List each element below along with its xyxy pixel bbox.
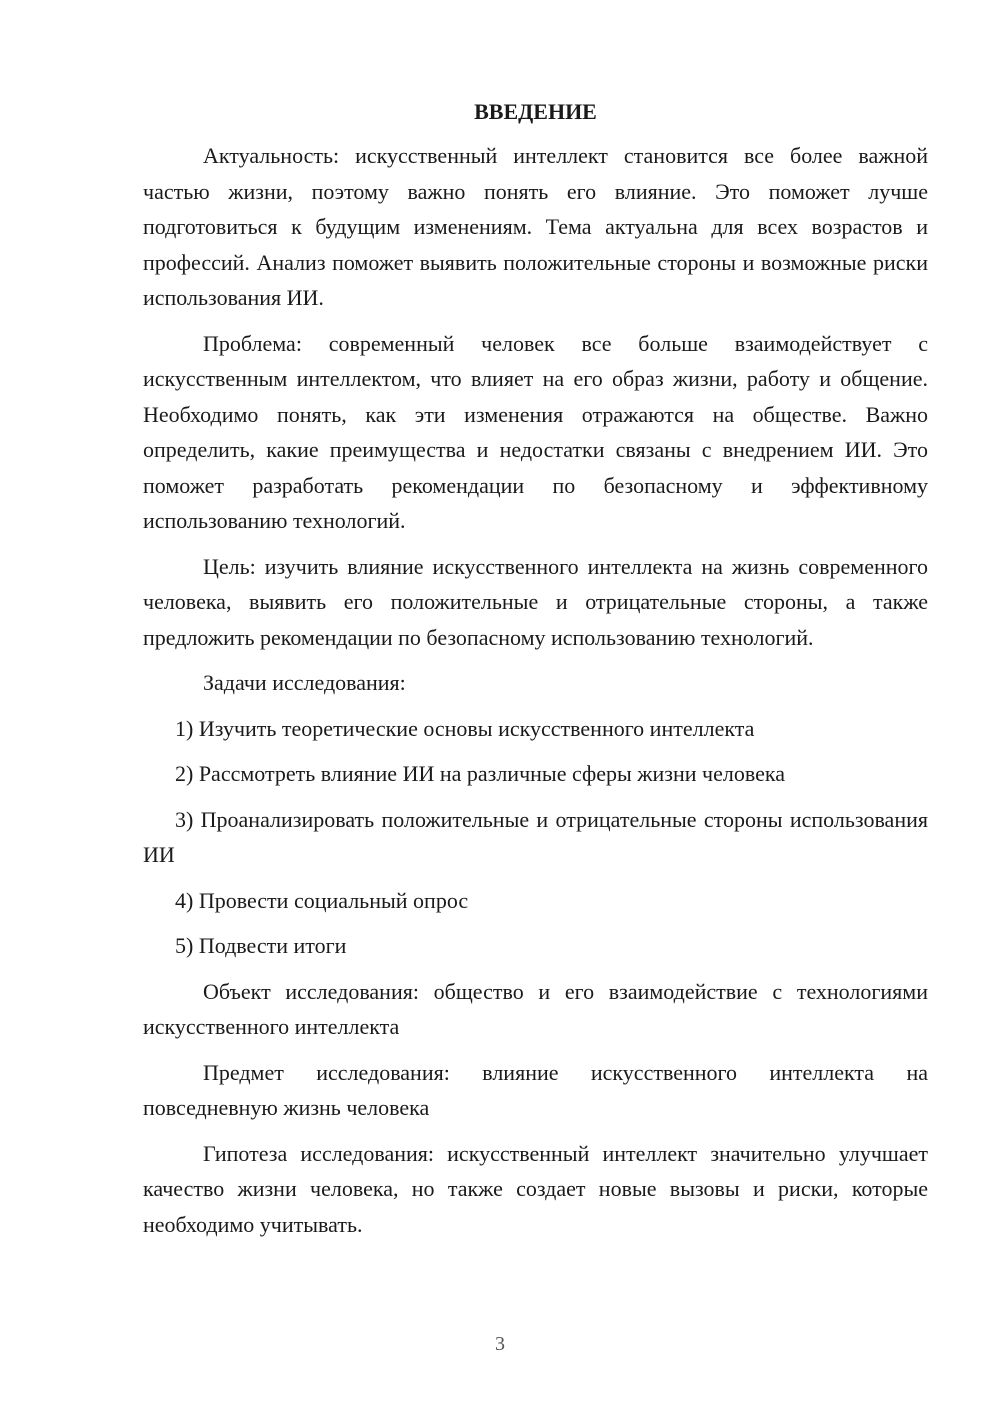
page-number: 3 xyxy=(495,1333,505,1355)
task-item-5: 5) Подвести итоги xyxy=(175,933,347,958)
task-item-2: 2) Рассмотреть влияние ИИ на различные сферы жизни человека xyxy=(175,761,785,786)
task-item-1: 1) Изучить теоретические основы искусственного интеллекта xyxy=(175,715,755,741)
goal-paragraph: Цель: изучить влияние искусственного интеллекта на жизнь современного человека, выявить его положительные и отрицательные стороны, а также предложить рекомендации по безопасному использованию технологий. xyxy=(143,553,928,650)
page-content xyxy=(143,96,928,1252)
task-item-3: 3) Проанализировать положительные и отрицательные стороны использования ИИ xyxy=(143,806,928,867)
problem-paragraph: Проблема: современный человек все больше взаимодействует с искусственным интеллектом, что влияет на его образ жизни, работу и общение. Необходимо понять, как эти изменения отражаются на обществе. Важно определить, какие преимущества и недостатки связаны с внедрением ИИ. Это поможет разработать рекомендации по безопасному и эффективному использованию технологий. xyxy=(143,330,928,533)
tasks-heading: Задачи исследования: xyxy=(203,670,406,695)
hypothesis-paragraph: Гипотеза исследования: искусственный интеллект значительно улучшает качество жизни человека, но также создает новые вызовы и риски, которые необходимо учитывать. xyxy=(143,1140,928,1237)
object-paragraph: Объект исследования: общество и его взаимодействие с технологиями искусственного интеллекта xyxy=(143,978,928,1039)
task-item-4: 4) Провести социальный опрос xyxy=(175,887,469,913)
section-heading: ВВЕДЕНИЕ xyxy=(474,99,597,124)
subject-paragraph: Предмет исследования: влияние искусственного интеллекта на повседневную жизнь человека xyxy=(143,1059,928,1120)
relevance-paragraph: Актуальность: искусственный интеллект становится все более важной частью жизни, поэтому важно понять его влияние. Это поможет лучше подготовиться к будущим изменениям. Тема актуальна для всех возрастов и профессий. Анализ поможет выявить положительные стороны и возможные риски использования ИИ. xyxy=(143,143,928,310)
